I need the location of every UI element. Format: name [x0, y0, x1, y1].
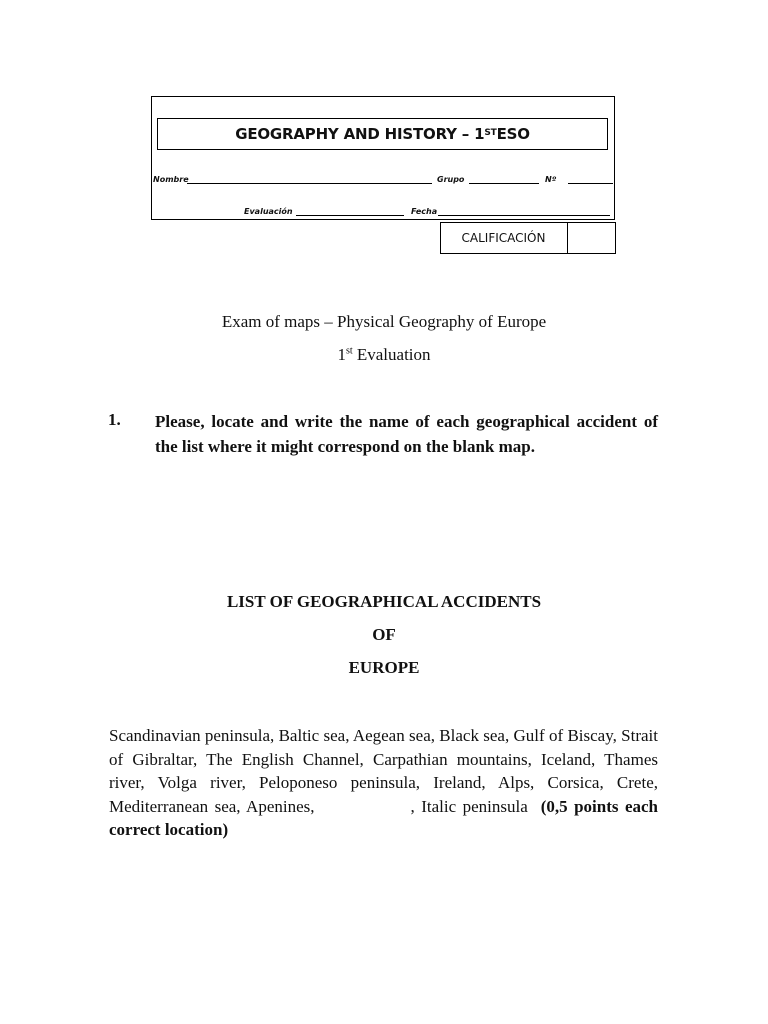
course-title	[157, 118, 608, 150]
exam-header-box	[151, 96, 615, 220]
evaluation-text: Evaluation	[352, 345, 431, 364]
fecha-field[interactable]	[438, 215, 610, 216]
accidents-list	[109, 724, 658, 842]
course-title-sup: ST	[484, 128, 497, 138]
course-title-text: GEOGRAPHY AND HISTORY – 1	[235, 125, 485, 143]
list-title-line1: LIST OF GEOGRAPHICAL ACCIDENTS	[226, 592, 542, 611]
nombre-label: Nombre	[153, 175, 189, 184]
nombre-field[interactable]	[187, 183, 432, 184]
evaluacion-label: Evaluación	[244, 207, 293, 216]
grupo-field[interactable]	[469, 183, 539, 184]
list-title-line3: EUROPE	[348, 658, 420, 677]
accidents-list-items: Scandinavian peninsula, Baltic sea, Aegean sea, Black sea, Gulf of Biscay, Strait of Gibraltar, The English Channel, Carpathian mountains, Iceland, Thames river, Volga river, Peloponeso peninsula, Ireland, Alps, Corsica, Crete, Mediterranean sea, Apenines,	[109, 726, 658, 816]
numero-field[interactable]	[568, 183, 613, 184]
evaluation-number: 1	[337, 345, 346, 364]
numero-label: Nº	[545, 175, 557, 184]
question-text: Please, locate and write the name of each geographical accident of the list where it might correspond on the blank map.	[155, 412, 658, 456]
calificacion-label: CALIFICACIÓN	[461, 231, 546, 245]
exam-title: Exam of maps – Physical Geography of Europe	[221, 312, 547, 331]
list-title-line2: OF	[372, 625, 396, 644]
course-title-suffix: ESO	[496, 125, 530, 143]
calificacion-grade-cell[interactable]	[568, 223, 615, 253]
evaluation-line	[0, 345, 768, 365]
points-note: (0,5 points each correct location)	[109, 796, 658, 839]
grupo-label: Grupo	[437, 175, 465, 184]
question-number: 1.	[108, 410, 121, 429]
accidents-list-tail: , Italic peninsula	[410, 796, 528, 816]
fecha-label: Fecha	[411, 207, 438, 216]
evaluation-sup: st	[345, 345, 353, 357]
evaluacion-field[interactable]	[296, 215, 404, 216]
